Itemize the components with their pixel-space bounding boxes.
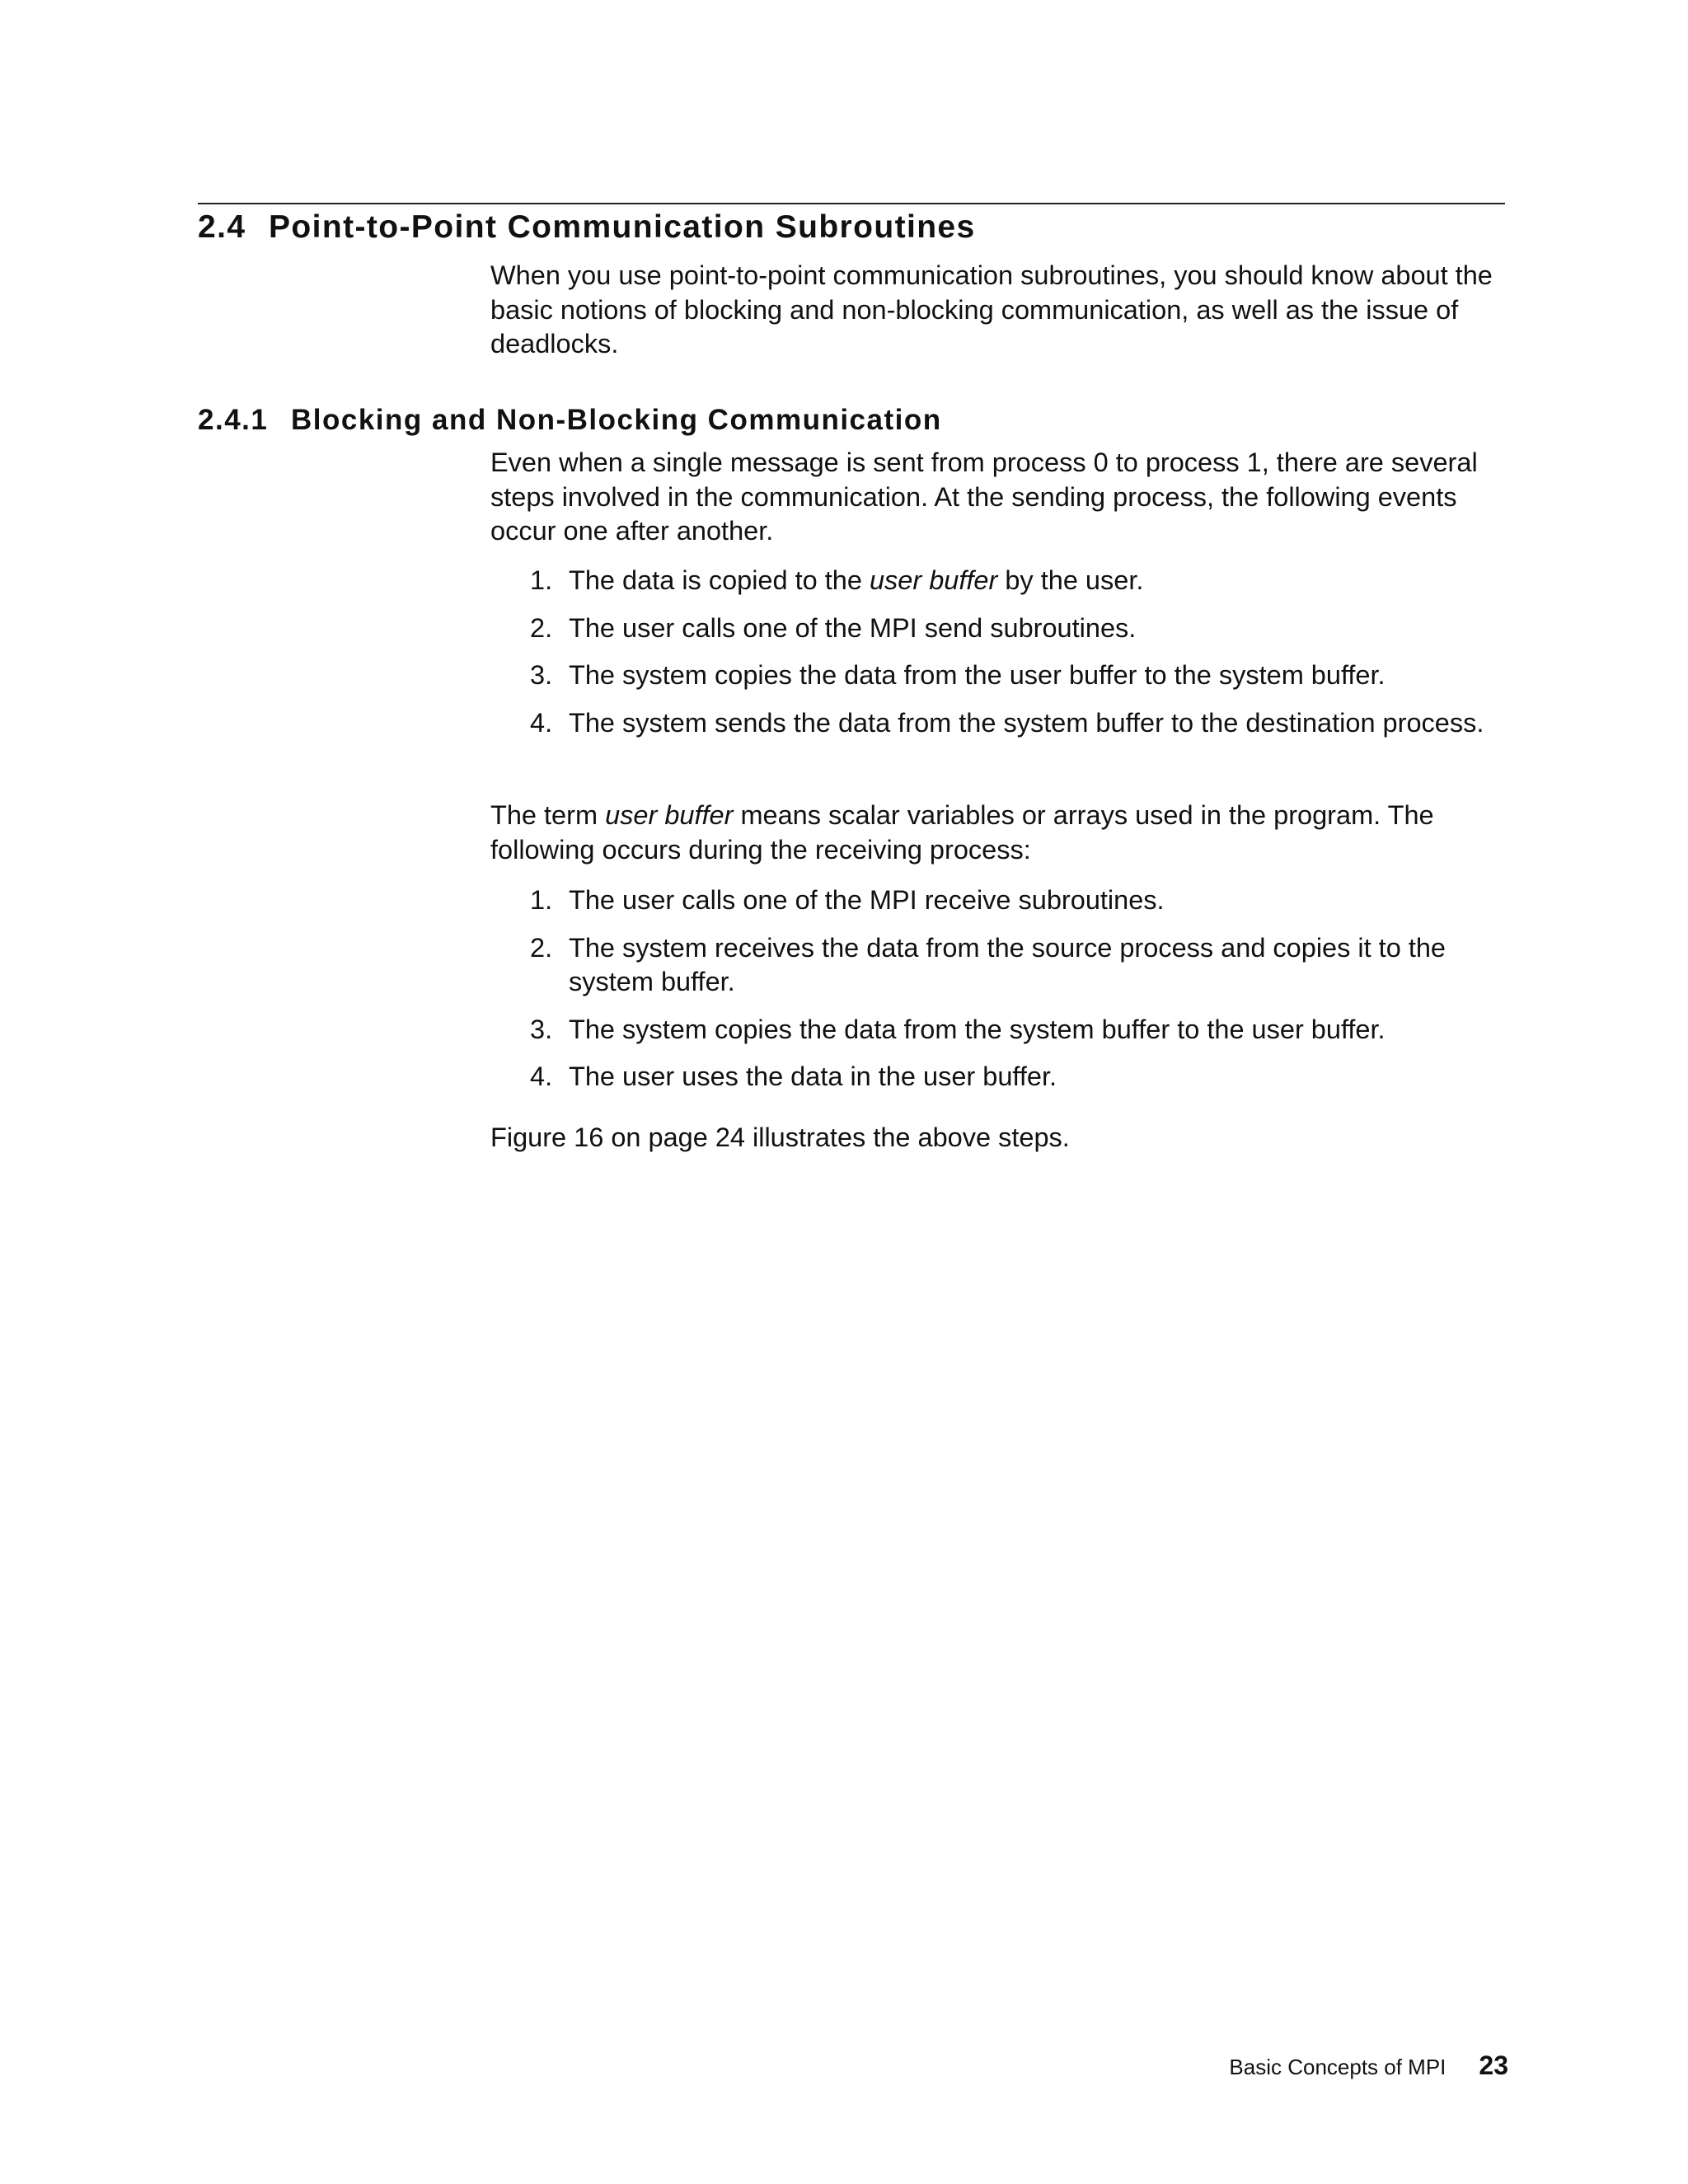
user-buffer-text: The term user buffer means scalar variables or arrays used in the program. The following occurs during the receiving process: [490, 800, 1434, 865]
list-marker: 4. [530, 1062, 553, 1091]
list-marker: 4. [530, 707, 553, 738]
subsection-heading [198, 399, 1505, 442]
figure-reference-text: Figure 16 on page 24 illustrates the above steps. [490, 1122, 1070, 1152]
list-marker: 3. [530, 660, 553, 690]
list-item-text: The system copies the data from the system buffer to the user buffer. [569, 1014, 1386, 1044]
subsection-intro-text: Even when a single message is sent from process 0 to process 1, there are several steps involved in the communication. At the sending process, the following events occur one after another. [490, 448, 1478, 546]
list-item-text: The user uses the data in the user buffer. [569, 1062, 1057, 1091]
list-item [490, 706, 1508, 741]
list-item [490, 658, 1508, 693]
list-item-text: The data is copied to the user buffer by the user. [569, 565, 1144, 595]
list-item [490, 883, 1508, 918]
section-title: Point-to-Point Communication Subroutines [269, 209, 976, 245]
send-steps-list [490, 564, 1508, 753]
list-item [490, 1060, 1508, 1094]
list-item-text: The system sends the data from the system buffer to the destination process. [569, 707, 1484, 738]
list-item-text: The system receives the data from the source process and copies it to the system buffer. [569, 932, 1446, 996]
section-intro-text: When you use point-to-point communication subroutines, you should know about the basic notions of blocking and non-blocking communication, as well as the issue of deadlocks. [490, 260, 1493, 359]
footer-chapter-label: Basic Concepts of MPI [1229, 2055, 1447, 2079]
closing-paragraph [490, 1121, 1508, 1155]
list-item-text: The system copies the data from the user buffer to the system buffer. [569, 660, 1386, 690]
section-heading [198, 204, 1505, 251]
user-buffer-term: user buffer [605, 800, 734, 830]
user-buffer-paragraph [490, 799, 1508, 867]
subsection-title: Blocking and Non-Blocking Communication [291, 404, 942, 436]
list-item [490, 564, 1508, 598]
list-marker: 2. [530, 932, 553, 963]
receive-steps-list [490, 883, 1508, 1108]
page-footer [1229, 2050, 1508, 2081]
list-item [490, 612, 1508, 646]
page-number: 23 [1479, 2050, 1508, 2080]
list-item-text: The user calls one of the MPI receive subroutines. [569, 885, 1165, 915]
subsection-number: 2.4.1 [198, 404, 269, 436]
subsection-intro-paragraph [490, 446, 1508, 549]
user-buffer-term: user buffer [869, 565, 998, 595]
list-item [490, 931, 1508, 1000]
list-marker: 2. [530, 612, 553, 643]
list-marker: 1. [530, 565, 553, 595]
list-marker: 1. [530, 885, 553, 915]
section-number: 2.4 [198, 209, 246, 245]
list-marker: 3. [530, 1014, 553, 1044]
list-item [490, 1013, 1508, 1047]
section-intro-paragraph [490, 259, 1508, 362]
list-item-text: The user calls one of the MPI send subroutines. [569, 612, 1137, 643]
